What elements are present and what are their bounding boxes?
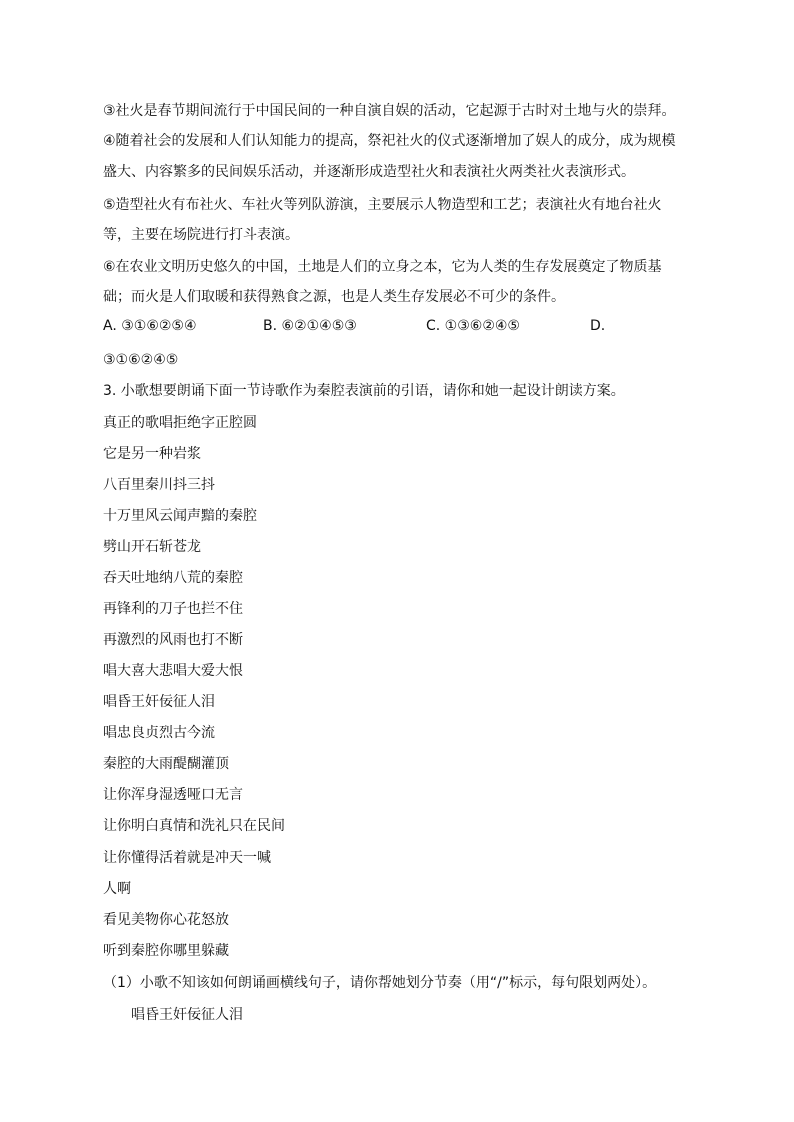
question-3-prompt: 3. 小歌想要朗诵下面一节诗歌作为秦腔表演前的引语，请你和她一起设计朗读方案。 [103,383,625,399]
paragraph-6-line-1: ⑥在农业文明历史悠久的中国，土地是人们的立身之本，它为人类的生存发展奠定了物质基 [103,259,662,275]
paragraph-5-line-2: 等，主要在场院进行打斗表演。 [103,227,299,243]
poem-line: 十万里风云闻声黯的秦腔 [103,508,257,524]
poem-line: 它是另一种岩浆 [103,446,201,462]
poem-line: 再激烈的风雨也打不断 [103,632,243,648]
paragraph-5-line-1: ⑤造型社火有布社火、车社火等列队游演，主要展示人物造型和工艺；表演社火有地台社火 [103,197,662,213]
poem-line: 听到秦腔你哪里躲藏 [103,943,229,959]
sub-question-1: （1）小歌不知该如何朗诵画横线句子，请你帮她划分节奏（用“/”标示，每句限划两处）。 [103,975,657,991]
paragraph-4-line-1: ④随着社会的发展和人们认知能力的提高，祭祀社火的仪式逐渐增加了娱人的成分，成为规模 [103,133,676,149]
poem-line: 看见美物你心花怒放 [103,912,229,928]
option-d: D. [590,318,606,334]
sub-question-1-line: 唱昏王奸佞征人泪 [131,1007,243,1023]
poem-line: 吞天吐地纳八荒的秦腔 [103,570,243,586]
poem-line: 八百里秦川抖三抖 [103,477,215,493]
poem-line: 唱大喜大悲唱大爱大恨 [103,663,243,679]
poem-line: 再锋利的刀子也拦不住 [103,601,243,617]
poem-line: 让你懂得活着就是冲天一喊 [103,850,271,866]
poem-line: 唱忠良贞烈古今流 [103,725,215,741]
paragraph-3: ③社火是春节期间流行于中国民间的一种自演自娱的活动，它起源于古时对土地与火的崇拜。 [103,103,676,119]
option-c: C. ①③⑥②④⑤ [426,318,520,334]
poem-line: 唱昏王奸佞征人泪 [103,694,215,710]
poem-line: 劈山开石斩苍龙 [103,539,201,555]
poem-line: 人啊 [103,881,131,897]
option-d-continued: ③①⑥②④⑤ [103,352,179,368]
poem-line: 真正的歌唱拒绝字正腔圆 [103,415,257,431]
poem-line: 让你浑身湿透哑口无言 [103,787,243,803]
poem-line: 秦腔的大雨醍醐灌顶 [103,756,229,772]
paragraph-6-line-2: 础；而火是人们取暖和获得熟食之源，也是人类生存发展必不可少的条件。 [103,289,565,305]
option-b: B. ⑥②①④⑤③ [263,318,357,334]
poem-line: 让你明白真情和洗礼只在民间 [103,818,285,834]
option-a: A. ③①⑥②⑤④ [103,318,197,334]
answer-options [103,318,703,338]
paragraph-4-line-2: 盛大、内容繁多的民间娱乐活动，并逐渐形成造型社火和表演社火两类社火表演形式。 [103,164,635,180]
